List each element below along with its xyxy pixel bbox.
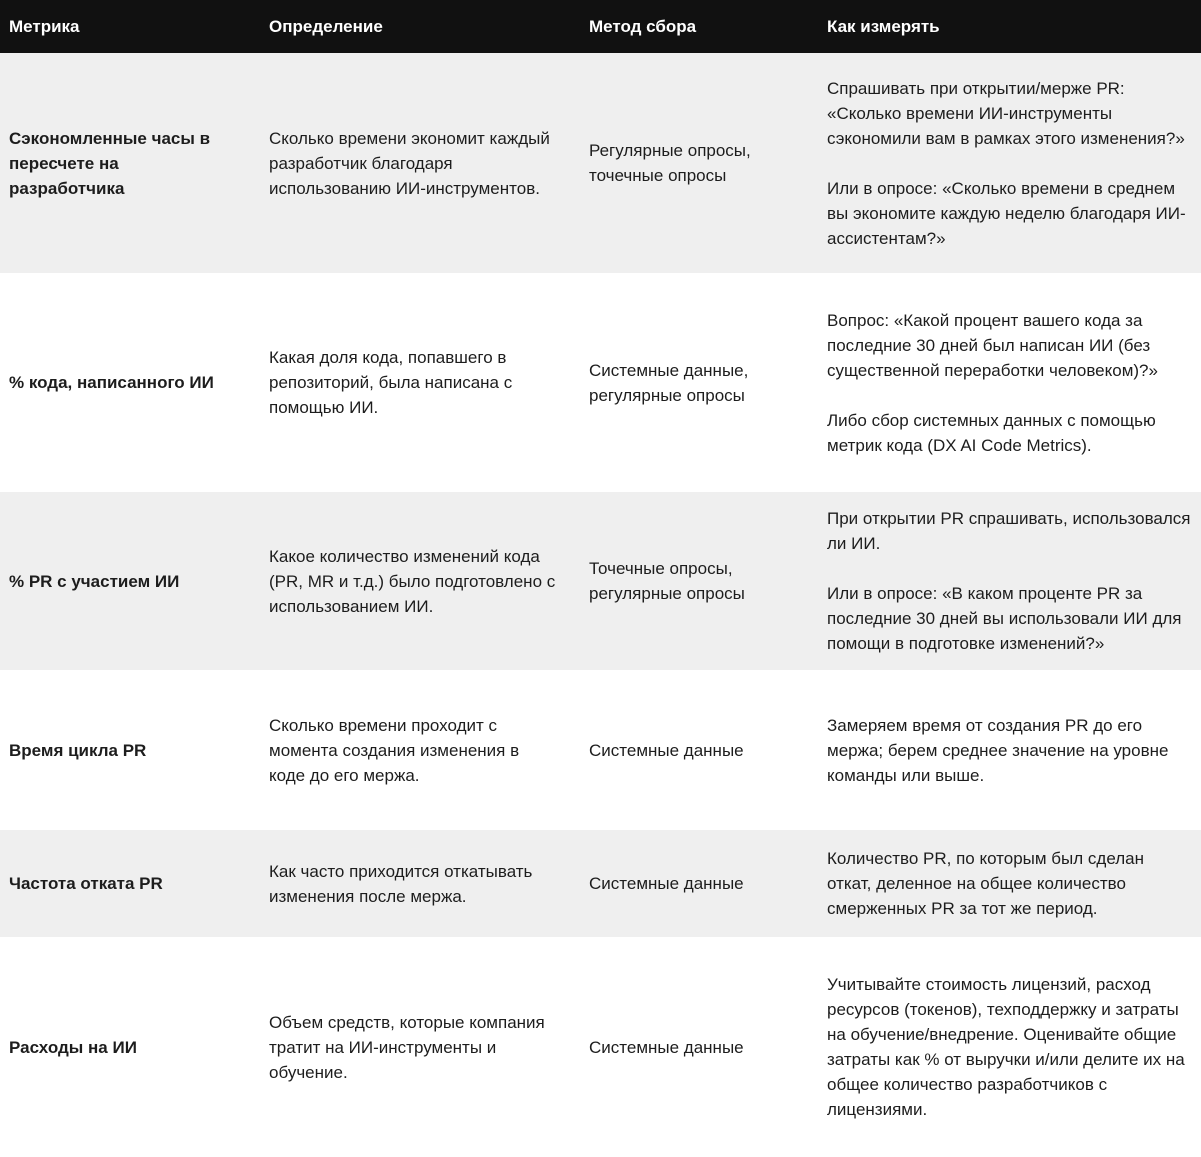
- measure-paragraph: Либо сбор системных данных с помощью метрик кода (DX AI Code Metrics).: [827, 410, 1156, 455]
- table-row-ai-spend: [0, 937, 1201, 1157]
- how-to-measure: [818, 62, 1201, 265]
- how-to-measure: [818, 958, 1201, 1136]
- measure-paragraph: При открытии PR спрашивать, использовался ли ИИ.: [827, 509, 1191, 553]
- how-to-measure: [818, 832, 1201, 935]
- metric-definition: Сколько времени проходит с момента создания изменения в коде до его мержа.: [269, 715, 520, 785]
- metric-definition: Как часто приходится откатывать изменения после мержа.: [269, 861, 533, 906]
- measure-paragraph: Вопрос: «Какой процент вашего кода за последние 30 дней был написан ИИ (без существенной переработки человеком)?»: [827, 310, 1158, 380]
- table-row-saved-hours: [0, 53, 1201, 273]
- metric-name: Расходы на ИИ: [9, 1037, 137, 1057]
- measure-paragraph: Спрашивать при открытии/мерже PR: «Сколько времени ИИ-инструменты сэкономили вам в рамках этого изменения?»: [827, 78, 1185, 148]
- metric-definition: Сколько времени экономит каждый разработчик благодаря использованию ИИ-инструментов.: [269, 128, 550, 198]
- metric-name: Сэкономленные часы в пересчете на разработчика: [9, 128, 211, 198]
- measure-paragraph: Учитывайте стоимость лицензий, расход ресурсов (токенов), техподдержку и затраты на обучение/внедрение. Оценивайте общие затраты как % от выручки и/или делите их на общее количество разработчиков с лицензиями.: [827, 975, 1185, 1119]
- collection-method: Системные данные, регулярные опросы: [589, 360, 749, 405]
- measure-paragraph: Или в опросе: «В каком проценте PR за последние 30 дней вы использовали ИИ для помощи в подготовке изменений?»: [827, 584, 1182, 653]
- metric-name: Частота отката PR: [9, 874, 163, 893]
- measure-paragraph: Количество PR, по которым был сделан откат, деленное на общее количество смерженных PR за тот же период.: [827, 849, 1144, 918]
- table-row-pct-pr-with-ai: [0, 492, 1201, 670]
- table-row-pct-code-by-ai: [0, 273, 1201, 492]
- collection-method: Системные данные: [589, 1037, 744, 1057]
- how-to-measure: [818, 492, 1201, 670]
- collection-method: Регулярные опросы, точечные опросы: [589, 141, 751, 185]
- metric-name: % PR с участием ИИ: [9, 571, 180, 591]
- column-header-definition: Определение: [269, 17, 383, 36]
- table-row-pr-cycle-time: [0, 670, 1201, 830]
- table-row-pr-rollback-rate: [0, 830, 1201, 937]
- measure-paragraph: Замеряем время от создания PR до его мержа; берем среднее значение на уровне команды или выше.: [827, 715, 1169, 785]
- collection-method: Точечные опросы, регулярные опросы: [589, 559, 745, 603]
- measure-paragraph: Или в опросе: «Сколько времени в среднем вы экономите каждую неделю благодаря ИИ-ассистентам?»: [827, 178, 1186, 248]
- table-header-row: [0, 0, 1201, 53]
- how-to-measure: [818, 699, 1201, 802]
- metric-name: Время цикла PR: [9, 740, 147, 760]
- metric-definition: Какая доля кода, попавшего в репозиторий, была написана с помощью ИИ.: [269, 348, 513, 417]
- metric-definition: Какое количество изменений кода (PR, MR и т.д.) было подготовлено с использованием ИИ.: [269, 546, 556, 616]
- collection-method: Системные данные: [589, 740, 744, 760]
- column-header-measure: Как измерять: [827, 17, 940, 36]
- metric-name: % кода, написанного ИИ: [9, 373, 214, 392]
- column-header-metric: Метрика: [9, 17, 80, 36]
- collection-method: Системные данные: [589, 874, 744, 893]
- how-to-measure: [818, 294, 1201, 472]
- metric-definition: Объем средств, которые компания тратит на ИИ-инструменты и обучение.: [269, 1012, 545, 1082]
- column-header-method: Метод сбора: [589, 17, 697, 36]
